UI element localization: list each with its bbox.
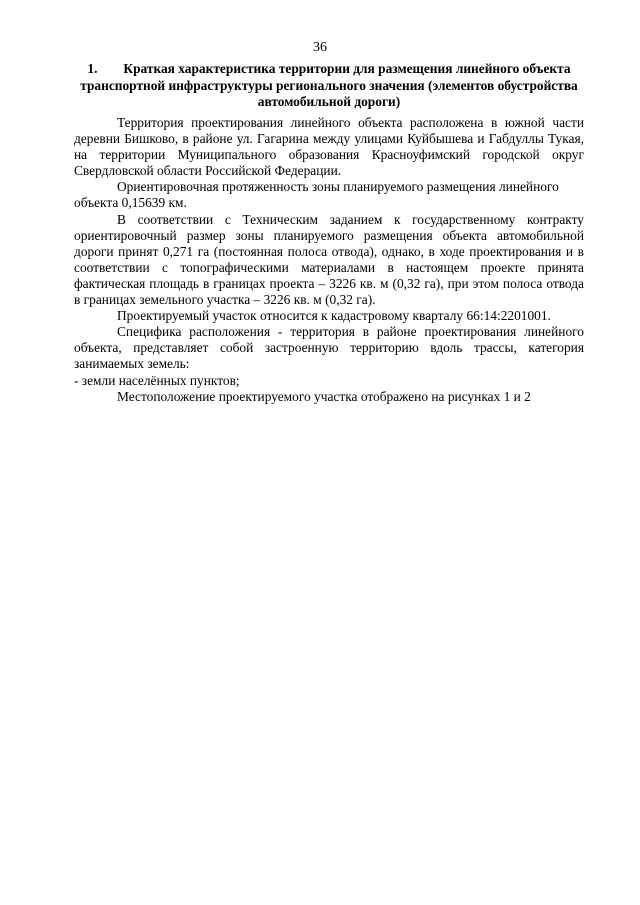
paragraph-area: В соответствии с Техническим заданием к государственному контракту ориентировочный размер зоны планируемого размещения объекта автомобильной дороги принят 0,271 га (постоянная полоса отвода), однако, в ходе проектирования и в соответствии с топографическими материалами в настоящем проекте принята фактическая площадь в границах проекта – 3226 кв. м (0,32 га), при этом полоса отвода в границах земельного участка – 3226 кв. м (0,32 га). — [74, 211, 584, 308]
section-heading — [74, 61, 584, 111]
paragraph-figures-reference: Местоположение проектируемого участка отображено на рисунках 1 и 2 — [117, 388, 531, 404]
section-title: Краткая характеристика территории для размещения линейного объекта транспортной инфраструктуры регионального значения (элементов обустройства автомобильной дороги) — [80, 61, 578, 109]
paragraph-location: Территория проектирования линейного объекта расположена в южной части деревни Бишково, в районе ул. Гагарина между улицами Куйбышева и Габдуллы Тукая, на территории Муниципального образования Красноуфимский городской округ Свердловской области Российской Федерации. — [74, 115, 584, 179]
section-number: 1. — [87, 61, 98, 76]
list-item-land-category: - земли населённых пунктов; — [74, 372, 240, 388]
page-number: 36 — [313, 40, 327, 55]
paragraph-cadastral: Проектируемый участок относится к кадастровому кварталу 66:14:2201001. — [117, 308, 551, 324]
body-text — [74, 115, 584, 405]
paragraph-length: Ориентировочная протяженность зоны планируемого размещения линейного объекта 0,15639 км. — [74, 179, 559, 211]
paragraph-specifics: Специфика расположения - территория в районе проектирования линейного объекта, представляет собой застроенную территорию вдоль трассы, категория занимаемых земель: — [74, 324, 584, 372]
